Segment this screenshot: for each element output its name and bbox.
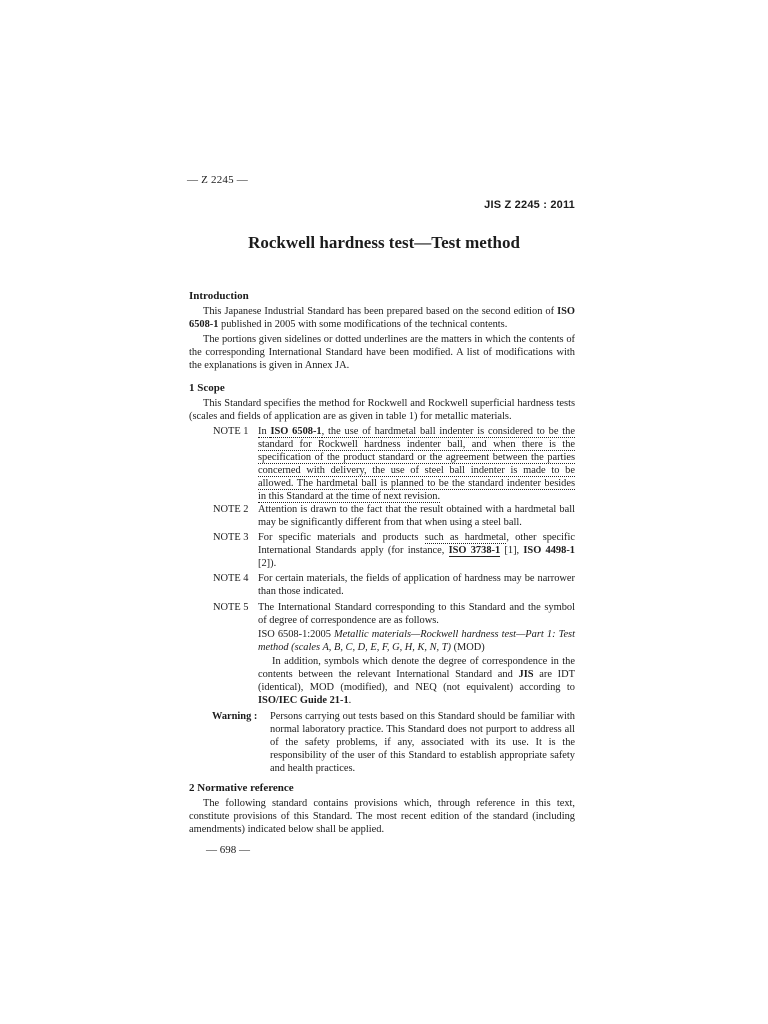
- note-1-post: , the use of hardmetal ball indenter is considered to be the standard for Rockwell hardness indenter ball, and when there is the specification of the product standard or the agreement between the parties concerned with delivery, the use of steel ball indenter is made to be allowed. The hardmetal ball is planned to be the standard indenter besides in this Standard at the time of next revision.: [258, 426, 575, 502]
- note-1-ref: ISO 6508-1: [270, 426, 322, 437]
- note-5-iso-ref: ISO 6508-1:2005: [258, 629, 335, 640]
- intro-p1-post: published in 2005 with some modifications of the technical contents.: [218, 319, 508, 330]
- scope-heading: 1 Scope: [189, 382, 225, 394]
- note-2-text: Attention is drawn to the fact that the result obtained with a hardmetal ball may be significantly different from that when using a steel ball.: [258, 504, 575, 528]
- intro-p1-pre: This Japanese Industrial Standard has been prepared based on the second edition of: [203, 306, 558, 317]
- note-5-add-pre: In addition, symbols which denote the degree of correspondence in the contents between the relevant International Standard and: [258, 656, 575, 680]
- document-title: Rockwell hardness test—Test method: [248, 233, 520, 252]
- note-5-additional: [258, 655, 575, 707]
- note-3-mid: , other specific International Standards apply (for instance,: [258, 532, 575, 556]
- introduction-heading: Introduction: [189, 290, 249, 302]
- note-3-underlined: such as hardmetal: [424, 532, 507, 543]
- note-3-label: NOTE 3: [213, 532, 249, 543]
- warning-text: Persons carrying out tests based on this Standard should be familiar with normal laboratory practice. This Standard does not purport to address all of the safety problems, if any, associated with its use. It is the responsibility of the user of this Standard to establish appropriate safety and health practices.: [270, 711, 575, 774]
- normative-reference-body: The following standard contains provisions which, through reference in this text, constitute provisions of this Standard. The most recent edition of the standard (including amendments) indicated below shall be applied.: [189, 798, 575, 835]
- scope-body: This Standard specifies the method for Rockwell and Rockwell superficial hardness tests (scales and fields of application are as given in table 1) for metallic materials.: [189, 398, 575, 422]
- note-4-label: NOTE 4: [213, 573, 249, 584]
- note-5-add-post: .: [348, 695, 352, 706]
- note-1-label: NOTE 1: [213, 426, 249, 437]
- warning-label: Warning :: [212, 711, 258, 722]
- note-2-label: NOTE 2: [213, 504, 249, 515]
- note-3-pre: For specific materials and products: [258, 532, 425, 543]
- intro-p1-ref: ISO 6508-1: [189, 306, 575, 330]
- note-1-text: [258, 425, 575, 503]
- standard-id: JIS Z 2245 : 2011: [484, 199, 575, 211]
- note-5-add-jis: JIS: [518, 669, 534, 680]
- page-code: — Z 2245 —: [187, 174, 248, 186]
- note-3-text: [258, 531, 575, 570]
- note-3-ref-1: ISO 3738-1: [448, 545, 501, 556]
- note-5-text: The International Standard corresponding to this Standard and the symbol of degree of correspondence are as follows.: [258, 602, 575, 626]
- note-5-iso-reference: [258, 628, 575, 654]
- introduction-paragraph-1: [189, 305, 575, 331]
- note-5-iso-title: Metallic materials—Rockwell hardness test—Part 1: Test method (scales A, B, C, D, E, F, G, H, K, N, T): [258, 629, 575, 653]
- introduction-paragraph-2: The portions given sidelines or dotted underlines are the matters in which the contents of the corresponding International Standard have been modified. A list of modifications with the explanations is given in Annex JA.: [189, 334, 575, 371]
- note-1-pre: In: [258, 426, 271, 437]
- normative-reference-heading: 2 Normative reference: [189, 782, 294, 794]
- note-3-post: [2]).: [258, 558, 277, 569]
- note-5-label: NOTE 5: [213, 602, 249, 613]
- note-4-text: For certain materials, the fields of application of hardness may be narrower than those indicated.: [258, 573, 575, 597]
- note-3-mid-2: [1],: [500, 545, 524, 556]
- note-3-ref-2: ISO 4498-1: [523, 545, 575, 556]
- note-5-iso-code: (MOD): [451, 642, 485, 653]
- note-5-add-guide: ISO/IEC Guide 21-1: [258, 695, 349, 706]
- note-5-add-mid: are IDT (identical), MOD (modified), and NEQ (not equivalent) according to: [258, 669, 575, 693]
- page-number: — 698 —: [206, 844, 250, 856]
